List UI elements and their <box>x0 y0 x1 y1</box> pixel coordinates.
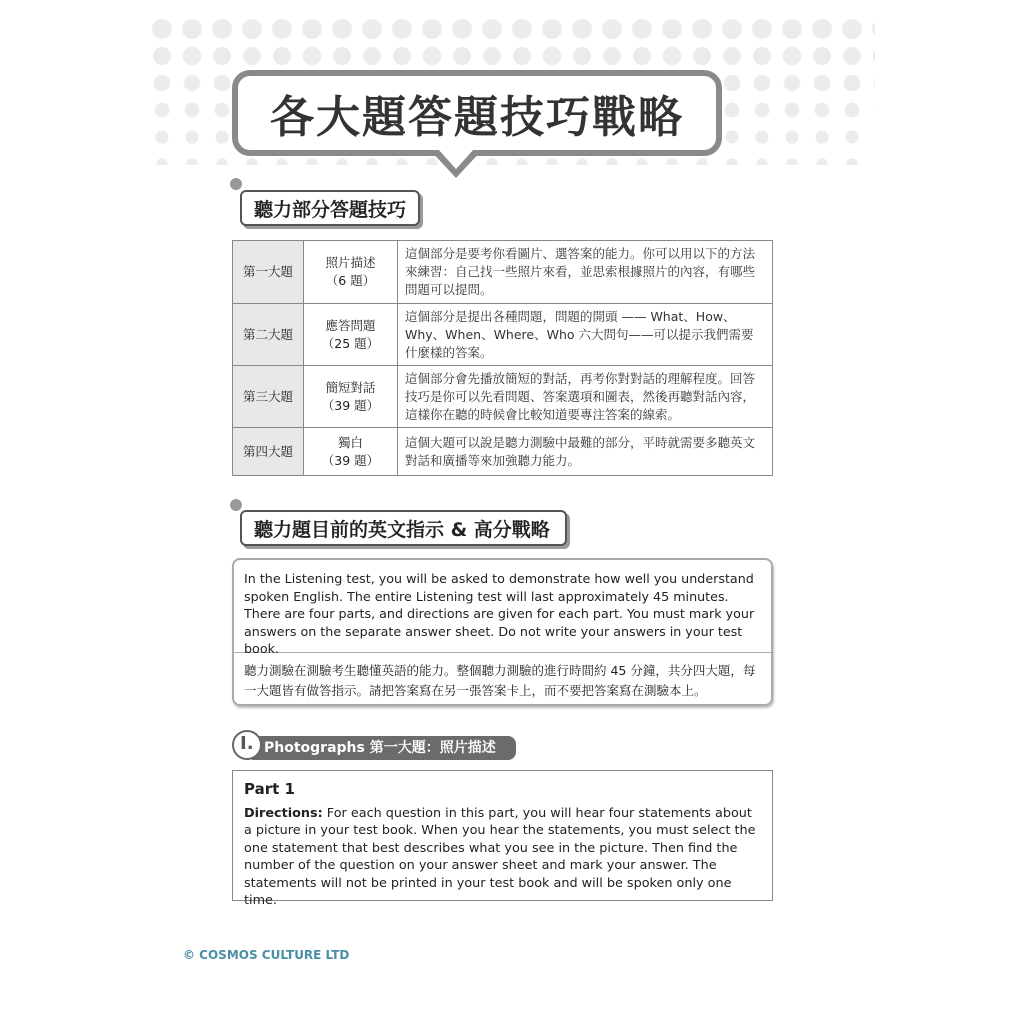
table-row <box>233 428 773 476</box>
section-heading-photographs: Photographs 第一大題：照片描述 <box>252 736 516 760</box>
type-cell: 簡短對話 （39 題） <box>304 366 398 428</box>
pattern-dot <box>392 19 412 39</box>
pattern-dot <box>753 47 771 65</box>
pattern-dot <box>366 158 377 165</box>
pattern-dot <box>845 103 860 118</box>
pattern-dot <box>755 130 768 143</box>
pattern-dot <box>573 47 591 65</box>
description-cell: 這個部分是提出各種問題，問題的開頭 —— What、How、Why、When、Where、Who 六大問句——可以提示我們需要什麼樣的答案。 <box>398 304 773 366</box>
pattern-dot <box>752 19 772 39</box>
pattern-dot <box>246 158 257 165</box>
pattern-dot <box>754 75 771 92</box>
pattern-dot <box>726 158 737 165</box>
pattern-dot <box>723 47 741 65</box>
pattern-dot <box>332 19 352 39</box>
english-directions: In the Listening test, you will be asked to demonstrate how well you understand spoken English. The entire Listening test will last approximately 45 minutes. There are four parts, and directions are given for each part. You must mark your answers on the separate answer sheet. Do not write your answers in your test book. <box>244 571 755 657</box>
pattern-dot <box>486 158 497 165</box>
pattern-dot <box>483 47 501 65</box>
pattern-dot <box>666 158 677 165</box>
section-heading-directions: 聽力題目前的英文指示 & 高分戰略 <box>240 510 567 546</box>
part-title: Part 1 <box>244 780 295 798</box>
pattern-dot <box>276 158 287 165</box>
pattern-dot <box>692 19 712 39</box>
directions-box <box>232 558 773 706</box>
pattern-dot <box>546 158 557 165</box>
pattern-dot <box>423 47 441 65</box>
pattern-dot <box>725 103 740 118</box>
pattern-dot <box>183 47 201 65</box>
pattern-dot <box>784 75 801 92</box>
pattern-dot <box>662 19 682 39</box>
section-numeral: I. <box>232 730 262 760</box>
pattern-dot <box>213 47 231 65</box>
pattern-dot <box>273 47 291 65</box>
pattern-dot <box>632 19 652 39</box>
part-cell: 第四大題 <box>233 428 304 476</box>
bullet-dot <box>230 499 242 511</box>
pattern-dot <box>214 75 231 92</box>
description-cell: 這個部分會先播放簡短的對話，再考你對對話的理解程度。回答技巧是你可以先看問題、答案選項和圖表，然後再聽對話內容，這樣你在聽的時候會比較知道要專注答案的線索。 <box>398 366 773 428</box>
pattern-dot <box>873 47 875 65</box>
pattern-dot <box>482 19 502 39</box>
pattern-dot <box>633 47 651 65</box>
section-heading-listening-tips: 聽力部分答題技巧 <box>240 190 420 226</box>
pattern-dot <box>606 158 617 165</box>
pattern-dot <box>453 47 471 65</box>
pattern-dot <box>362 19 382 39</box>
page-title: 各大題答題技巧戰略 <box>270 92 684 143</box>
pattern-dot <box>155 130 168 143</box>
pattern-dot <box>816 158 827 165</box>
pattern-dot <box>243 47 261 65</box>
pattern-dot <box>603 47 621 65</box>
pattern-dot <box>185 103 200 118</box>
chinese-translation: 聽力測驗在測驗考生聽懂英語的能力。整個聽力測驗的進行時間約 45 分鐘，共分四大題，每一大題皆有做答指示。請把答案寫在另一張答案卡上，而不要把答案寫在測驗本上。 <box>244 663 756 698</box>
pattern-dot <box>302 19 322 39</box>
pattern-dot <box>152 19 172 39</box>
pattern-dot <box>303 47 321 65</box>
pattern-dot <box>543 47 561 65</box>
copyright-footer: © COSMOS CULTURE LTD <box>183 948 350 962</box>
pattern-dot <box>336 158 347 165</box>
table-row <box>233 241 773 304</box>
pattern-dot <box>153 47 171 65</box>
pattern-dot <box>216 158 227 165</box>
description-cell: 這個部分是要考你看圖片、選答案的能力。你可以用以下的方法來練習：自己找一些照片來看，並思索根據照片的內容，有哪些問題可以提問。 <box>398 241 773 304</box>
pattern-dot <box>572 19 592 39</box>
pattern-dot <box>155 103 170 118</box>
pattern-dot <box>783 47 801 65</box>
pattern-dot <box>333 47 351 65</box>
pattern-dot <box>636 158 647 165</box>
pattern-dot <box>215 103 230 118</box>
part-cell: 第一大題 <box>233 241 304 304</box>
pattern-dot <box>542 19 562 39</box>
bullet-dot <box>230 178 242 190</box>
pattern-dot <box>452 19 472 39</box>
pattern-dot <box>363 47 381 65</box>
title-bubble <box>232 70 722 156</box>
pattern-dot <box>874 75 875 92</box>
pattern-dot <box>815 130 828 143</box>
pattern-dot <box>182 19 202 39</box>
pattern-dot <box>845 130 858 143</box>
table-row <box>233 304 773 366</box>
pattern-dot <box>306 158 317 165</box>
pattern-dot <box>576 158 587 165</box>
pattern-dot <box>154 75 171 92</box>
pattern-dot <box>786 158 797 165</box>
pattern-dot <box>242 19 262 39</box>
pattern-dot <box>696 158 707 165</box>
pattern-dot <box>602 19 622 39</box>
pattern-dot <box>842 19 862 39</box>
pattern-dot <box>722 19 742 39</box>
part-cell: 第二大題 <box>233 304 304 366</box>
pattern-dot <box>785 130 798 143</box>
pattern-dot <box>725 130 738 143</box>
type-cell: 應答問題 （25 題） <box>304 304 398 366</box>
pattern-dot <box>215 130 228 143</box>
pattern-dot <box>846 158 857 165</box>
pattern-dot <box>813 47 831 65</box>
pattern-dot <box>756 158 767 165</box>
pattern-dot <box>693 47 711 65</box>
type-cell: 獨白 （39 題） <box>304 428 398 476</box>
parts-table <box>232 240 773 476</box>
pattern-dot <box>843 47 861 65</box>
pattern-dot <box>663 47 681 65</box>
type-cell: 照片描述 （6 題） <box>304 241 398 304</box>
pattern-dot <box>724 75 741 92</box>
pattern-dot <box>755 103 770 118</box>
table-row <box>233 366 773 428</box>
pattern-dot <box>872 19 875 39</box>
part-cell: 第三大題 <box>233 366 304 428</box>
pattern-dot <box>186 158 197 165</box>
pattern-dot <box>516 158 527 165</box>
pattern-dot <box>272 19 292 39</box>
pattern-dot <box>185 130 198 143</box>
pattern-dot <box>393 47 411 65</box>
pattern-dot <box>184 75 201 92</box>
pattern-dot <box>814 75 831 92</box>
pattern-dot <box>782 19 802 39</box>
pattern-dot <box>785 103 800 118</box>
pattern-dot <box>812 19 832 39</box>
pattern-dot <box>422 19 442 39</box>
pattern-dot <box>815 103 830 118</box>
description-cell: 這個大題可以說是聽力測驗中最難的部分，平時就需要多聽英文對話和廣播等來加強聽力能力。 <box>398 428 773 476</box>
pattern-dot <box>212 19 232 39</box>
part-directions: Directions: For each question in this part, you will hear four statements about a picture in your test book. When you hear the statements, you must select the one statement that best describes what you see in the picture. Then find the number of the question on your answer sheet and mark your answer. The statements will not be printed in your test book and will be spoken only one time. <box>244 805 756 908</box>
pattern-dot <box>844 75 861 92</box>
pattern-dot <box>513 47 531 65</box>
pattern-dot <box>156 158 167 165</box>
pattern-dot <box>396 158 407 165</box>
part1-box <box>232 770 773 908</box>
pattern-dot <box>512 19 532 39</box>
